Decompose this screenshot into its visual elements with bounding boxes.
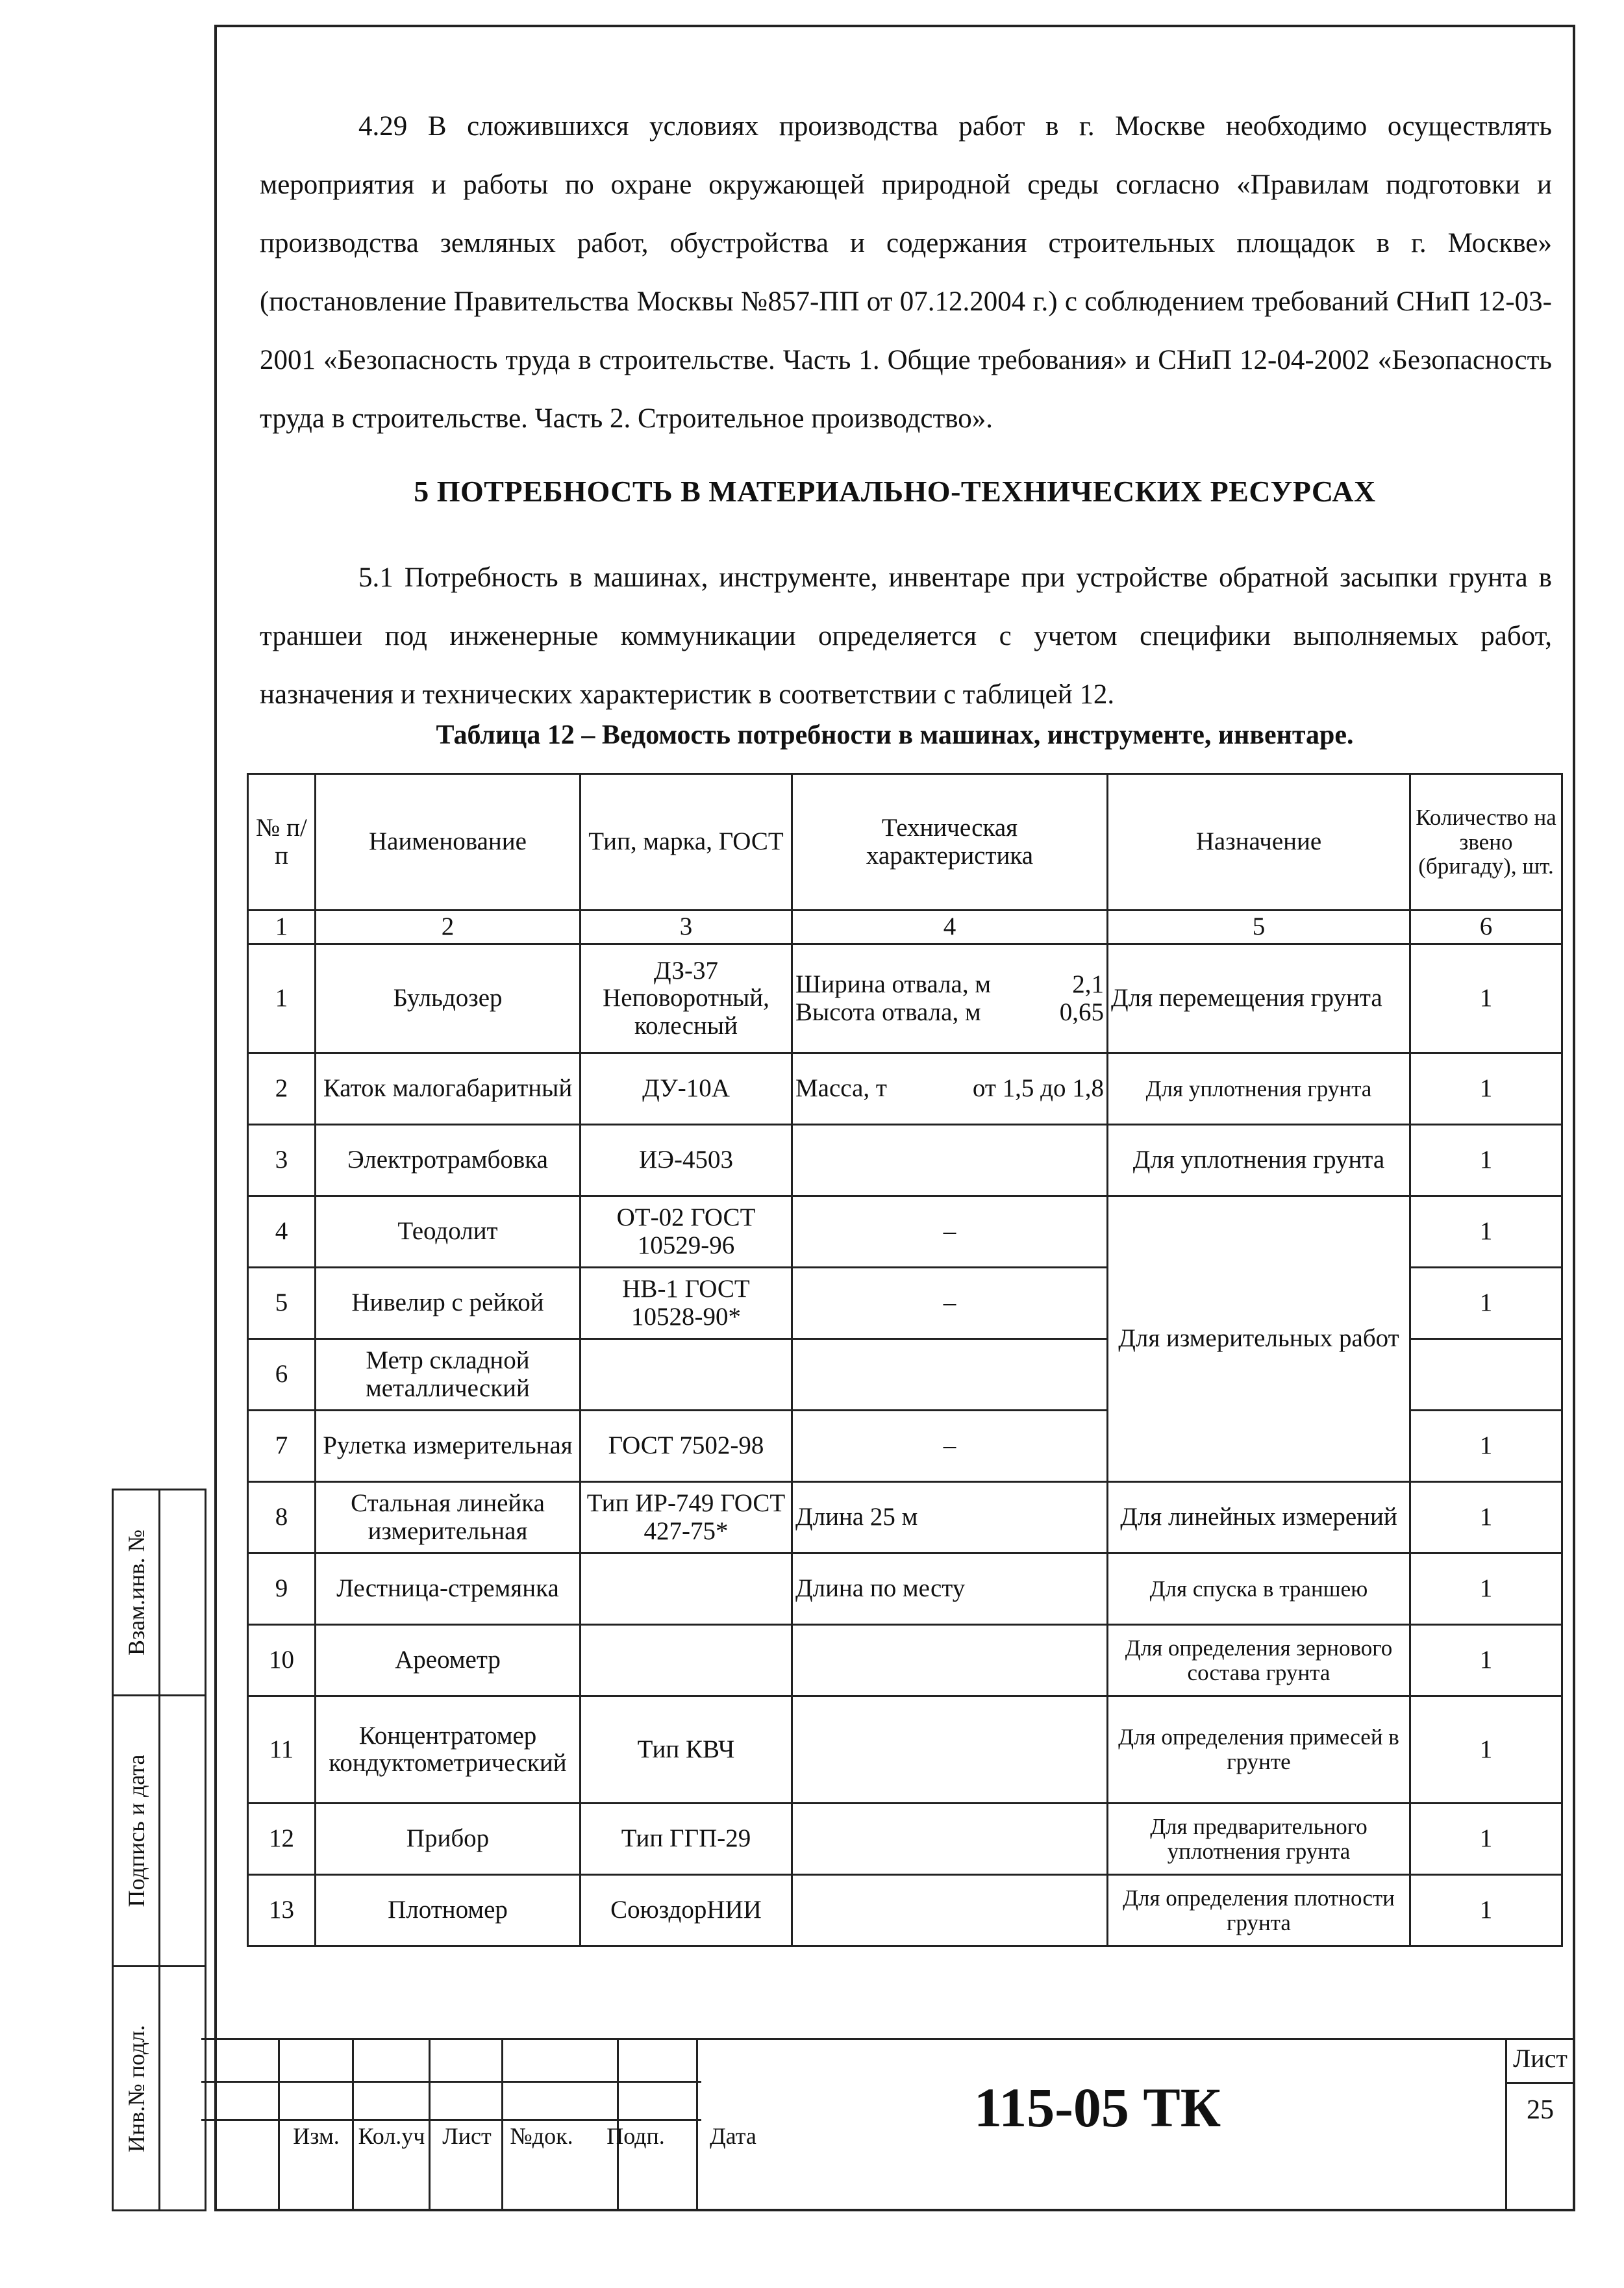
row-name: Концентратомер кондуктометрический [316,1696,581,1804]
row-qty: 1 [1410,1268,1562,1339]
row-qty: 1 [1410,1053,1562,1125]
row-qty: 1 [1410,1804,1562,1875]
row-tech [792,1125,1108,1196]
row-num: 11 [248,1696,316,1804]
row-name: Рулетка измерительная [316,1411,581,1482]
row-tech [792,1804,1108,1875]
sheet-number: 25 [1527,2095,1554,2125]
row-tech [792,1053,1108,1125]
tech-label: Масса, т [795,1074,887,1103]
side-label-replaced-inv: Взам.инв. № [123,1529,149,1655]
row-num: 6 [248,1339,316,1411]
row-type: Тип КВЧ [581,1696,792,1804]
row-name: Плотномер [316,1875,581,1946]
row-type: ДУ-10А [581,1053,792,1125]
row-type: Тип ГГП-29 [581,1804,792,1875]
row-qty: 1 [1410,1196,1562,1268]
table-row [248,1196,1562,1268]
row-num: 5 [248,1268,316,1339]
row-num: 13 [248,1875,316,1946]
row-qty: 1 [1410,944,1562,1053]
table-row [248,1625,1562,1696]
row-tech [792,944,1108,1053]
tech-value: от 1,5 до 1,8 [972,1074,1104,1103]
row-num: 3 [248,1125,316,1196]
row-tech: – [792,1268,1108,1339]
tb-label-kol-uch: Кол.уч [358,2123,425,2149]
paragraph-5-1: 5.1 Потребность в машинах, инструменте, инвентаре при устройстве обратной засыпки грунта в траншеи под инженерные коммуникации определяется с учетом специфики выполняемых работ, назначения и технических характеристик в соответствии с таблицей 12. [260,562,1552,710]
row-qty: 1 [1410,1696,1562,1804]
row-type: НВ-1 ГОСТ 10528-90* [581,1268,792,1339]
row-type: ГОСТ 7502-98 [581,1411,792,1482]
row-num: 9 [248,1553,316,1625]
row-name: Бульдозер [316,944,581,1053]
col-number: 5 [1108,911,1410,944]
row-purpose: Для перемещения грунта [1108,944,1410,1053]
tech-line [795,999,1104,1026]
header-purpose: Назначение [1108,774,1410,911]
sheet-label: Лист [1513,2044,1568,2073]
tb-label-data: Дата [710,2123,756,2149]
row-num: 8 [248,1482,316,1553]
table-header-row [248,774,1562,911]
row-name: Ареометр [316,1625,581,1696]
row-purpose: Для определения плотности грунта [1108,1875,1410,1946]
row-purpose: Для определения зернового состава грунта [1108,1625,1410,1696]
col-number: 1 [248,911,316,944]
side-label-original-inv: Инв.№ подл. [123,2024,149,2152]
tech-value: 2,1 [1072,970,1104,999]
header-num: № п/п [248,774,316,911]
row-name: Каток малогабаритный [316,1053,581,1125]
row-purpose: Для линейных измерений [1108,1482,1410,1553]
row-type: ОТ-02 ГОСТ 10529-96 [581,1196,792,1268]
row-name: Теодолит [316,1196,581,1268]
row-purpose: Для спуска в траншею [1108,1553,1410,1625]
table-row [248,1804,1562,1875]
row-type: ИЭ-4503 [581,1125,792,1196]
tb-label-izm: Изм. [293,2123,340,2149]
equipment-table [247,773,1563,1947]
row-type: ДЗ-37 Неповоротный, колесный [581,944,792,1053]
row-name: Стальная линейка измерительная [316,1482,581,1553]
tech-value: 0,65 [1059,998,1104,1026]
row-num: 10 [248,1625,316,1696]
row-purpose: Для уплотнения грунта [1108,1125,1410,1196]
row-tech [792,1696,1108,1804]
row-tech: Длина 25 м [792,1482,1108,1553]
row-purpose: Для предварительного уплотнения грунта [1108,1804,1410,1875]
document-code: 115-05 ТК [973,2076,1221,2139]
side-cell-signature-date [112,1694,206,1967]
tech-line [795,1075,1104,1102]
column-number-row [248,911,1562,944]
header-tech: Техническая характеристика [792,774,1108,911]
table-row [248,944,1562,1053]
tech-label: Ширина отвала, м [795,970,992,999]
col-number: 4 [792,911,1108,944]
row-tech: – [792,1411,1108,1482]
row-num: 7 [248,1411,316,1482]
row-name: Метр складной металлический [316,1339,581,1411]
row-name: Лестница-стремянка [316,1553,581,1625]
col-number: 2 [316,911,581,944]
row-name: Электротрамбовка [316,1125,581,1196]
tb-label-ndok: №док. [510,2123,573,2149]
header-type: Тип, марка, ГОСТ [581,774,792,911]
side-stamp [112,1489,206,2211]
col-number: 6 [1410,911,1562,944]
row-purpose: Для определения примесей в грунте [1108,1696,1410,1804]
header-name: Наименование [316,774,581,911]
row-purpose: Для уплотнения грунта [1108,1053,1410,1125]
row-qty: 1 [1410,1875,1562,1946]
row-name: Нивелир с рейкой [316,1268,581,1339]
table-row [248,1482,1562,1553]
row-type [581,1625,792,1696]
row-name: Прибор [316,1804,581,1875]
tb-label-podp: Подп. [606,2123,665,2149]
row-tech [792,1625,1108,1696]
table-row [248,1553,1562,1625]
table-caption: Таблица 12 – Ведомость потребности в машинах, инструменте, инвентаре. [436,720,1354,750]
paragraph-4-29: 4.29 В сложившихся условиях производства работ в г. Москве необходимо осуществлять мероприятия и работы по охране окружающей природной среды согласно «Правилам подготовки и производства земляных работ, обустройства и содержания строительных площадок в г. Москве» (постановление Правительства Москвы №857-ПП от 07.12.2004 г.) с соблюдением требований СНиП 12-03-2001 «Безопасность труда в строительстве. Часть 1. Общие требования» и СНиП 12-04-2002 «Безопасность труда в строительстве. Часть 2. Строительное производство». [260,111,1552,434]
side-cell-replaced-inv [112,1489,206,1696]
row-qty: 1 [1410,1411,1562,1482]
table-row [248,1053,1562,1125]
row-num: 4 [248,1196,316,1268]
row-num: 1 [248,944,316,1053]
row-num: 12 [248,1804,316,1875]
table-row [248,1125,1562,1196]
row-qty: 1 [1410,1625,1562,1696]
row-qty: 1 [1410,1125,1562,1196]
table-row [248,1875,1562,1946]
row-qty: 1 [1410,1553,1562,1625]
row-num: 2 [248,1053,316,1125]
row-type: Тип ИР-749 ГОСТ 427-75* [581,1482,792,1553]
row-purpose-merged: Для измерительных работ [1108,1196,1410,1482]
row-tech [792,1339,1108,1411]
row-qty [1410,1339,1562,1411]
tech-label: Высота отвала, м [795,998,981,1026]
side-label-signature-date: Подпись и дата [123,1754,149,1907]
tb-label-list: Лист [442,2123,492,2149]
row-type: СоюздорНИИ [581,1875,792,1946]
row-tech [792,1875,1108,1946]
header-qty: Количество на звено (бригаду), шт. [1410,774,1562,911]
tech-line [795,971,1104,998]
section-title: 5 ПОТРЕБНОСТЬ В МАТЕРИАЛЬНО-ТЕХНИЧЕСКИХ РЕСУРСАХ [414,475,1376,508]
row-type [581,1553,792,1625]
col-number: 3 [581,911,792,944]
table-row [248,1696,1562,1804]
row-type [581,1339,792,1411]
row-tech: – [792,1196,1108,1268]
row-qty: 1 [1410,1482,1562,1553]
row-tech: Длина по месту [792,1553,1108,1625]
side-cell-original-inv [112,1965,206,2211]
